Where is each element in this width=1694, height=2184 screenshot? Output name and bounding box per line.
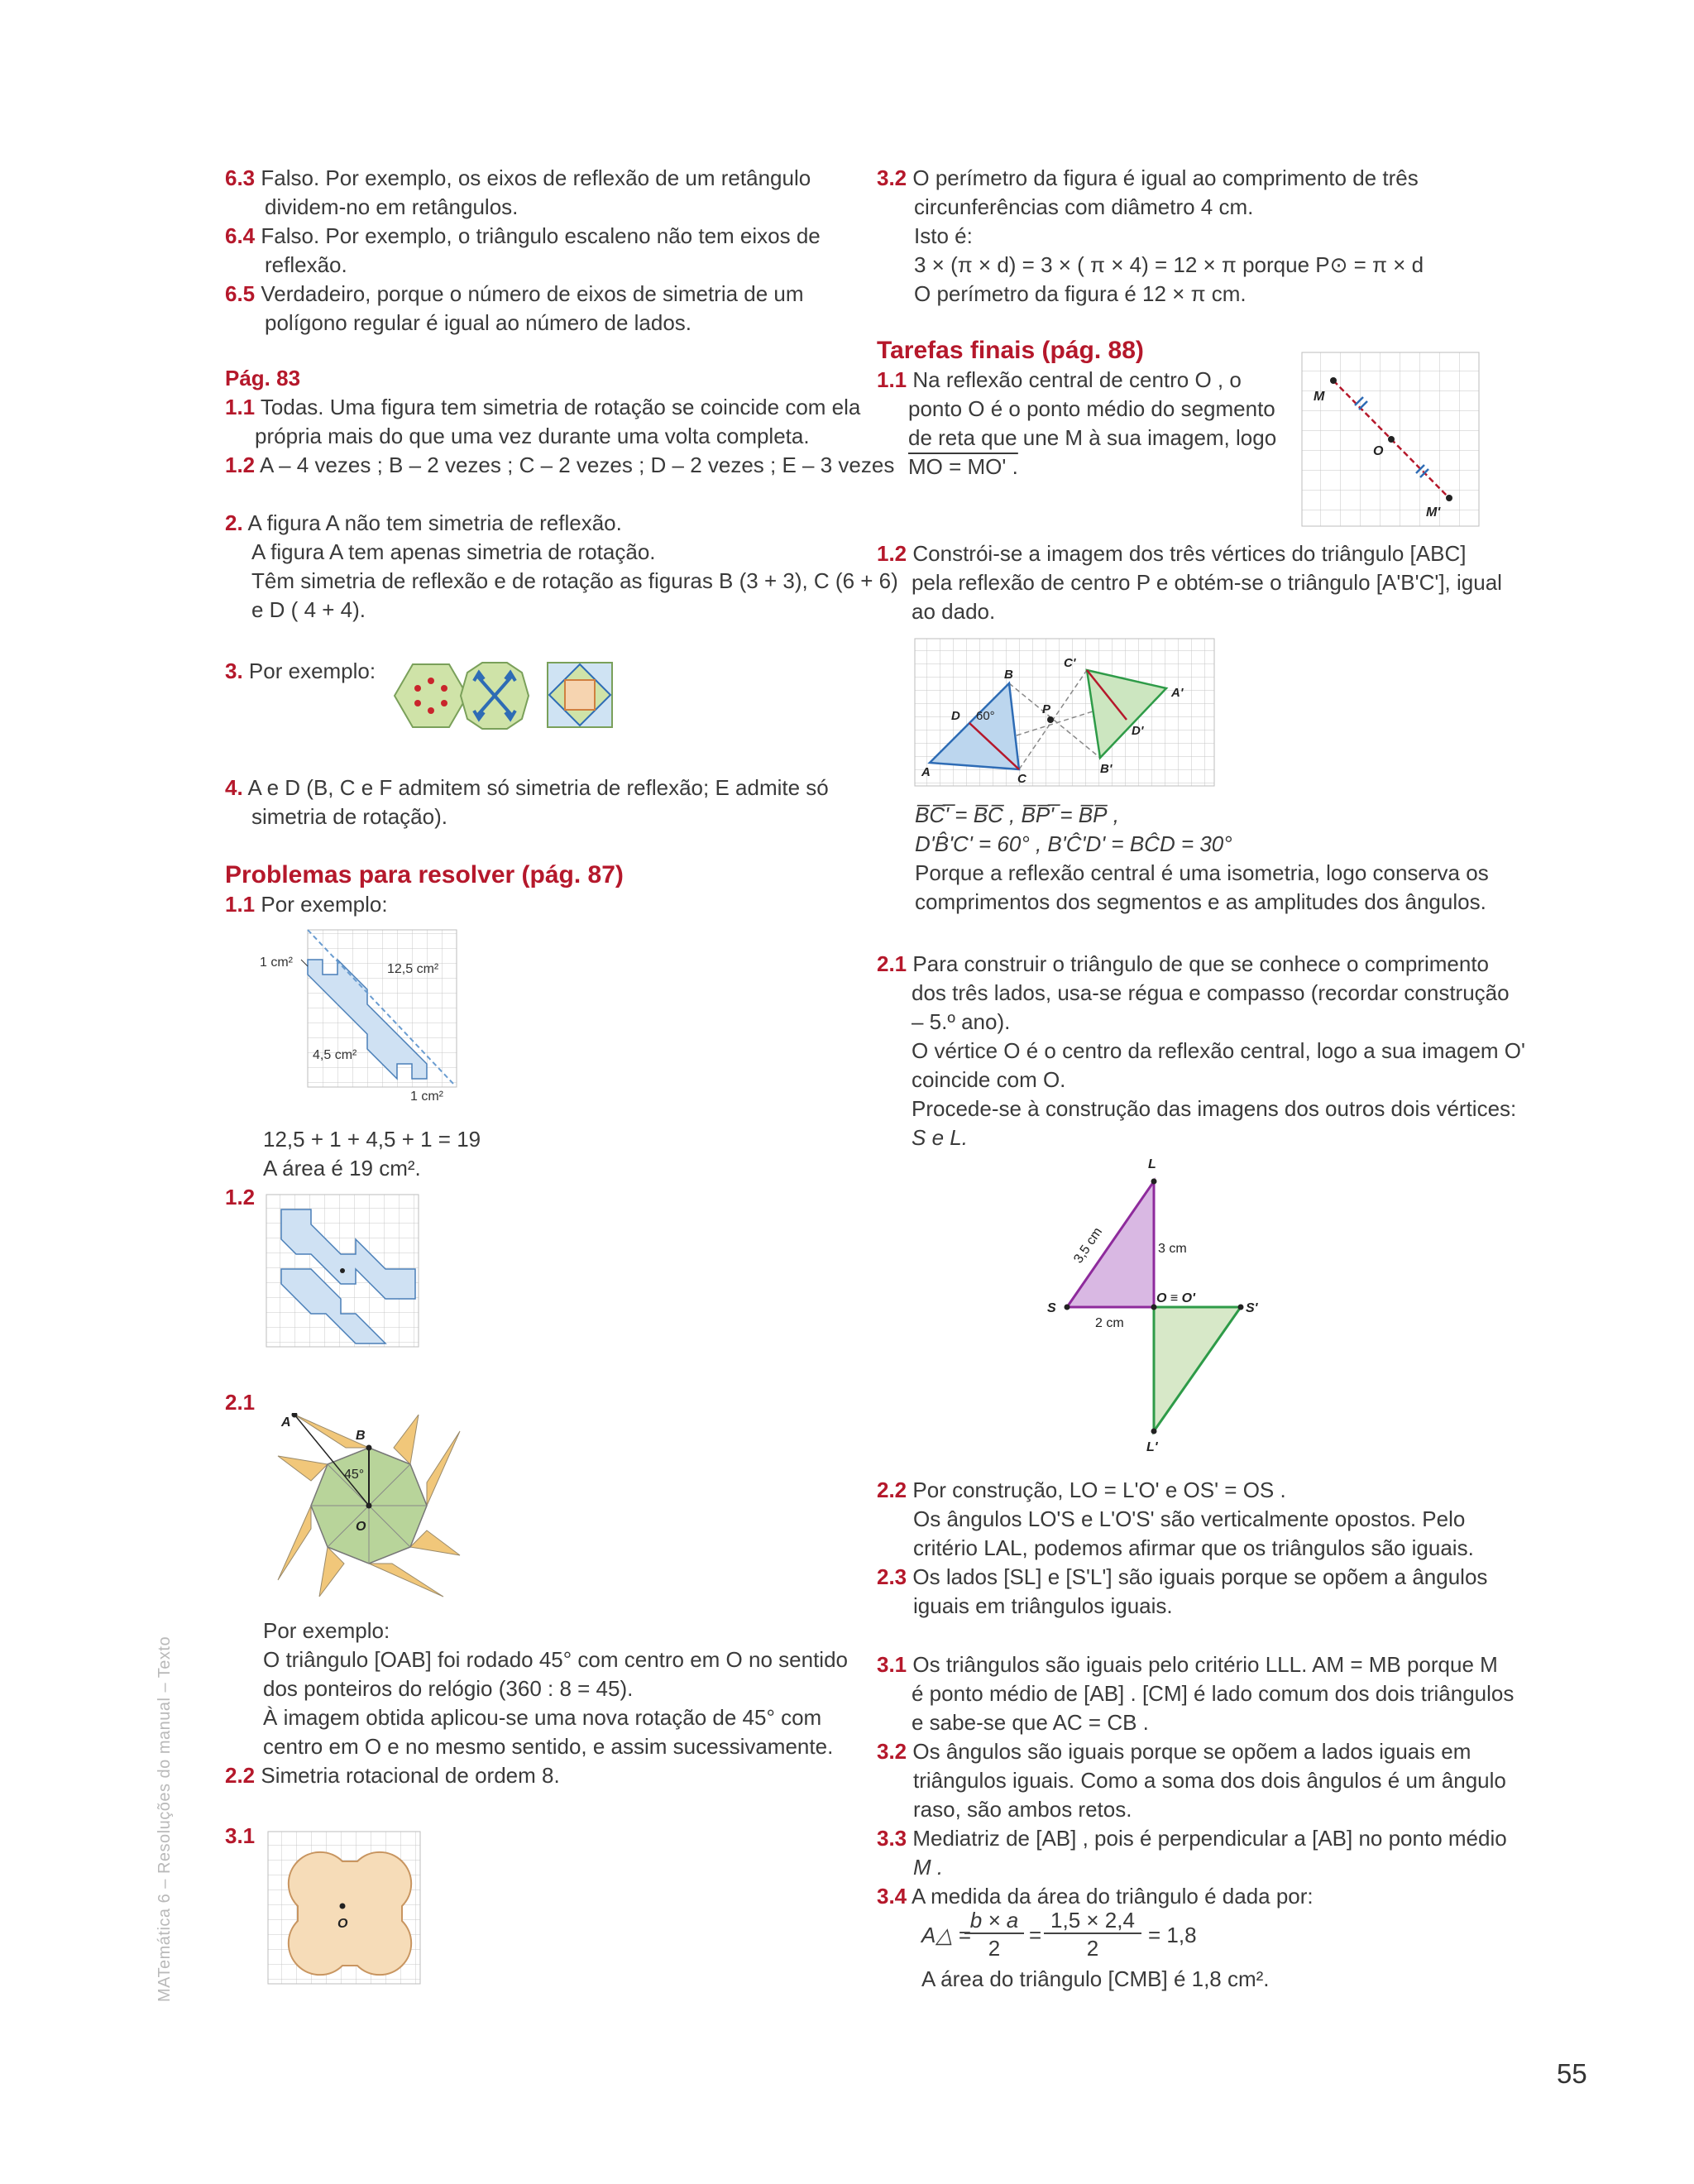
answer-text: Procede-se à construção das imagens dos outros dois vértices:: [912, 1096, 1517, 1121]
answer-text: Simetria rotacional de ordem 8.: [261, 1763, 560, 1788]
clover-grid-figure: [266, 1830, 424, 1987]
answer-text: Todas. Uma figura tem simetria de rotação se coincide com ela: [260, 395, 861, 419]
side-caption: MATemática 6 – Resoluções do manual – Texto: [156, 1636, 174, 2002]
item-number: 2.3: [877, 1564, 907, 1589]
answer-text: Por exemplo:: [261, 892, 388, 917]
point-label: L': [1146, 1440, 1158, 1454]
length-label: 3,5 cm: [1071, 1224, 1106, 1267]
answer-text: dividem-no em retângulos.: [265, 194, 519, 219]
answer-text: A – 4 vezes ; B – 2 vezes ; C – 2 vezes ; D – 2 vezes ; E – 3 vezes: [259, 453, 895, 477]
length-label: 2 cm: [1095, 1316, 1124, 1330]
answer-text: A figura A tem apenas simetria de rotação.: [251, 539, 656, 564]
answer-text: A figura A não tem simetria de reflexão.: [247, 510, 622, 535]
answer-text: Mediatriz de [AB] , pois é perpendicular a [AB] no ponto médio: [912, 1826, 1507, 1851]
answer-text: raso, são ambos retos.: [913, 1797, 1132, 1822]
section-heading: Problemas para resolver (pág. 87): [225, 861, 624, 888]
triangle-reflection-grid: [913, 637, 1219, 791]
fraction-numerator: 1,5 × 2,4: [1044, 1908, 1141, 1934]
answer-text: A e D (B, C e F admitem só simetria de reflexão; E admite só: [247, 775, 829, 800]
formula-lhs: A△ =: [921, 1923, 971, 1947]
item-number: 2.2: [225, 1763, 256, 1788]
answer-text: simetria de rotação).: [251, 804, 447, 829]
answer-text: circunferências com diâmetro 4 cm.: [914, 194, 1254, 219]
page-number: 55: [1557, 2058, 1587, 2089]
item-number: 6.3: [225, 165, 256, 190]
item-number: 1.1: [225, 892, 256, 917]
answer-text: e D ( 4 + 4).: [251, 597, 366, 622]
answer-text: reflexão.: [265, 252, 347, 277]
area-grid-figure: [248, 918, 471, 1109]
item-number: 3.1: [225, 1823, 256, 1848]
answer-text: O perímetro da figura é 12 × π cm.: [914, 281, 1247, 306]
answer-text: coincide com O.: [912, 1067, 1066, 1092]
answer-text: S e L.: [912, 1125, 968, 1150]
vertex-label: A: [921, 765, 931, 779]
item-number: 4.: [225, 775, 243, 800]
answer-text: – 5.º ano).: [912, 1009, 1011, 1034]
answer-text: ao dado.: [912, 599, 996, 624]
angle-label: 45°: [344, 1468, 365, 1482]
symmetry-shapes-figure: [376, 658, 616, 734]
calculation: 12,5 + 1 + 4,5 + 1 = 19: [263, 1127, 481, 1152]
answer-text: Têm simetria de reflexão e de rotação as figuras B (3 + 3), C (6 + 6): [251, 568, 898, 593]
answer-text: de reta que une M à sua imagem, logo: [908, 425, 1277, 450]
triangle-construction-figure: [1034, 1150, 1282, 1464]
item-number: 2.1: [225, 1390, 256, 1415]
item-number: 2.2: [877, 1478, 907, 1502]
answer-text: A medida da área do triângulo é dada por:: [911, 1884, 1314, 1909]
item-number: 1.1: [877, 367, 907, 392]
formula-result: = 1,8: [1148, 1923, 1197, 1947]
item-number: 3.4: [877, 1884, 907, 1909]
area-label: 1 cm²: [410, 1090, 443, 1104]
answer-text: MO = MO' .: [908, 454, 1018, 479]
point-label: L: [1148, 1157, 1156, 1171]
point-label: S': [1246, 1301, 1258, 1315]
length-label: 3 cm: [1158, 1242, 1187, 1256]
answer-text: Constrói-se a imagem dos três vértices do triângulo [ABC]: [912, 541, 1467, 566]
section-heading: Tarefas finais (pág. 88): [877, 337, 1144, 364]
item-number: 6.4: [225, 223, 256, 248]
point-label: O: [356, 1520, 366, 1534]
answer-text: Por exemplo:: [248, 659, 376, 683]
point-label: S: [1047, 1301, 1056, 1315]
vertex-label: D: [951, 709, 960, 723]
answer-text: Verdadeiro, porque o número de eixos de simetria de um: [261, 281, 804, 306]
vertex-label: B': [1100, 762, 1113, 776]
item-number: 2.: [225, 510, 243, 535]
area-label: 12,5 cm²: [387, 962, 439, 976]
area-label: 1 cm²: [260, 956, 293, 970]
answer-text: Os lados [SL] e [S'L'] são iguais porque se opõem a ângulos: [912, 1564, 1488, 1589]
point-label: B: [356, 1429, 366, 1443]
answer-text: Isto é:: [914, 223, 973, 248]
answer-text: ponto O é o ponto médio do segmento: [908, 396, 1275, 421]
answer-text: Porque a reflexão central é uma isometria, logo conserva os: [915, 860, 1489, 885]
answer-text: Os ângulos LO'S e L'O'S' são verticalmente opostos. Pelo: [913, 1506, 1466, 1531]
answer-text: é ponto médio de [AB] . [CM] é lado comum dos dois triângulos: [912, 1681, 1515, 1706]
answer-text: O vértice O é o centro da reflexão central, logo a sua imagem O': [912, 1038, 1525, 1063]
answer-text: Por exemplo:: [263, 1618, 390, 1643]
rotation-grid-figure: [265, 1193, 422, 1350]
equals-sign: =: [1029, 1923, 1042, 1947]
vertex-label: P: [1042, 702, 1051, 716]
point-label: M': [1426, 505, 1441, 520]
star-rotation-figure: [248, 1413, 471, 1612]
item-number: 1.2: [877, 541, 907, 566]
answer-text: Os triângulos são iguais pelo critério LLL. AM = MB porque M: [912, 1652, 1498, 1677]
fraction-denominator: 2: [1086, 1936, 1099, 1961]
answer-text: triângulos iguais. Como a soma dos dois ângulos é um ângulo: [913, 1768, 1506, 1793]
answer-text: dos três lados, usa-se régua e compasso (recordar construção: [912, 980, 1510, 1005]
answer-text: Na reflexão central de centro O , o: [912, 367, 1242, 392]
answer-text: Falso. Por exemplo, os eixos de reflexão de um retângulo: [261, 165, 811, 190]
section-heading: Pág. 83: [225, 366, 301, 390]
answer-text: Os ângulos são iguais porque se opõem a lados iguais em: [912, 1739, 1471, 1764]
point-label: M: [1314, 390, 1325, 404]
area-label: 4,5 cm²: [313, 1048, 357, 1062]
item-number: 1.2: [225, 1185, 256, 1209]
answer-text: O perímetro da figura é igual ao comprimento de três: [912, 165, 1419, 190]
vertex-label: D': [1132, 724, 1144, 738]
central-reflection-grid: [1300, 351, 1482, 529]
vertex-label: B: [1004, 668, 1013, 682]
formula: 3 × (π × d) = 3 × ( π × 4) = 12 × π porque P⊙ = π × d: [914, 252, 1424, 277]
point-label: A: [281, 1415, 291, 1430]
point-label: O: [337, 1917, 348, 1931]
answer-text: e sabe-se que AC = CB .: [912, 1710, 1149, 1735]
fraction-numerator: b × a: [964, 1908, 1024, 1934]
formula: B̅C̅'̅ = B̅C̅ , B̅P̅'̅ = B̅P̅ ,: [915, 802, 1119, 827]
item-number: 2.1: [877, 951, 907, 976]
item-number: 1.1: [225, 395, 256, 419]
answer-text: À imagem obtida aplicou-se uma nova rotação de 45° com: [263, 1705, 822, 1730]
vertex-label: A': [1171, 686, 1184, 700]
point-label: O ≡ O': [1156, 1291, 1195, 1305]
item-number: 6.5: [225, 281, 256, 306]
answer-text: comprimentos dos segmentos e as amplitudes dos ângulos.: [915, 889, 1486, 914]
answer-text: iguais em triângulos iguais.: [913, 1593, 1173, 1618]
answer-text: Para construir o triângulo de que se conhece o comprimento: [912, 951, 1490, 976]
vertex-label: C': [1064, 656, 1076, 670]
vertex-label: C: [1017, 772, 1026, 786]
answer-text: Falso. Por exemplo, o triângulo escaleno não tem eixos de: [261, 223, 821, 248]
answer-text: própria mais do que uma vez durante uma volta completa.: [255, 424, 810, 448]
answer-text: dos ponteiros do relógio (360 : 8 = 45).: [263, 1676, 634, 1701]
fraction-denominator: 2: [988, 1936, 1001, 1961]
answer-text: pela reflexão de centro P e obtém-se o triângulo [A'B'C'], igual: [912, 570, 1502, 595]
answer-text: Por construção, LO = L'O' e OS' = OS .: [912, 1478, 1286, 1502]
angle-label: 60°: [976, 709, 995, 723]
answer-text: A área do triângulo [CMB] é 1,8 cm².: [921, 1966, 1270, 1991]
answer-text: centro em O e no mesmo sentido, e assim sucessivamente.: [263, 1734, 834, 1759]
item-number: 3.: [225, 659, 243, 683]
answer-text: critério LAL, podemos afirmar que os triângulos são iguais.: [913, 1535, 1474, 1560]
item-number: 3.1: [877, 1652, 907, 1677]
answer-text: polígono regular é igual ao número de lados.: [265, 310, 692, 335]
formula: D'B̂'C' = 60° , B'Ĉ'D' = BĈD = 30°: [915, 831, 1232, 856]
item-number: 1.2: [225, 453, 256, 477]
answer-text: O triângulo [OAB] foi rodado 45° com centro em O no sentido: [263, 1647, 848, 1672]
answer-text: M .: [913, 1855, 944, 1880]
item-number: 3.2: [877, 165, 907, 190]
item-number: 3.2: [877, 1739, 907, 1764]
item-number: 3.3: [877, 1826, 907, 1851]
point-label: O: [1373, 444, 1384, 458]
answer-text: A área é 19 cm².: [263, 1156, 421, 1181]
